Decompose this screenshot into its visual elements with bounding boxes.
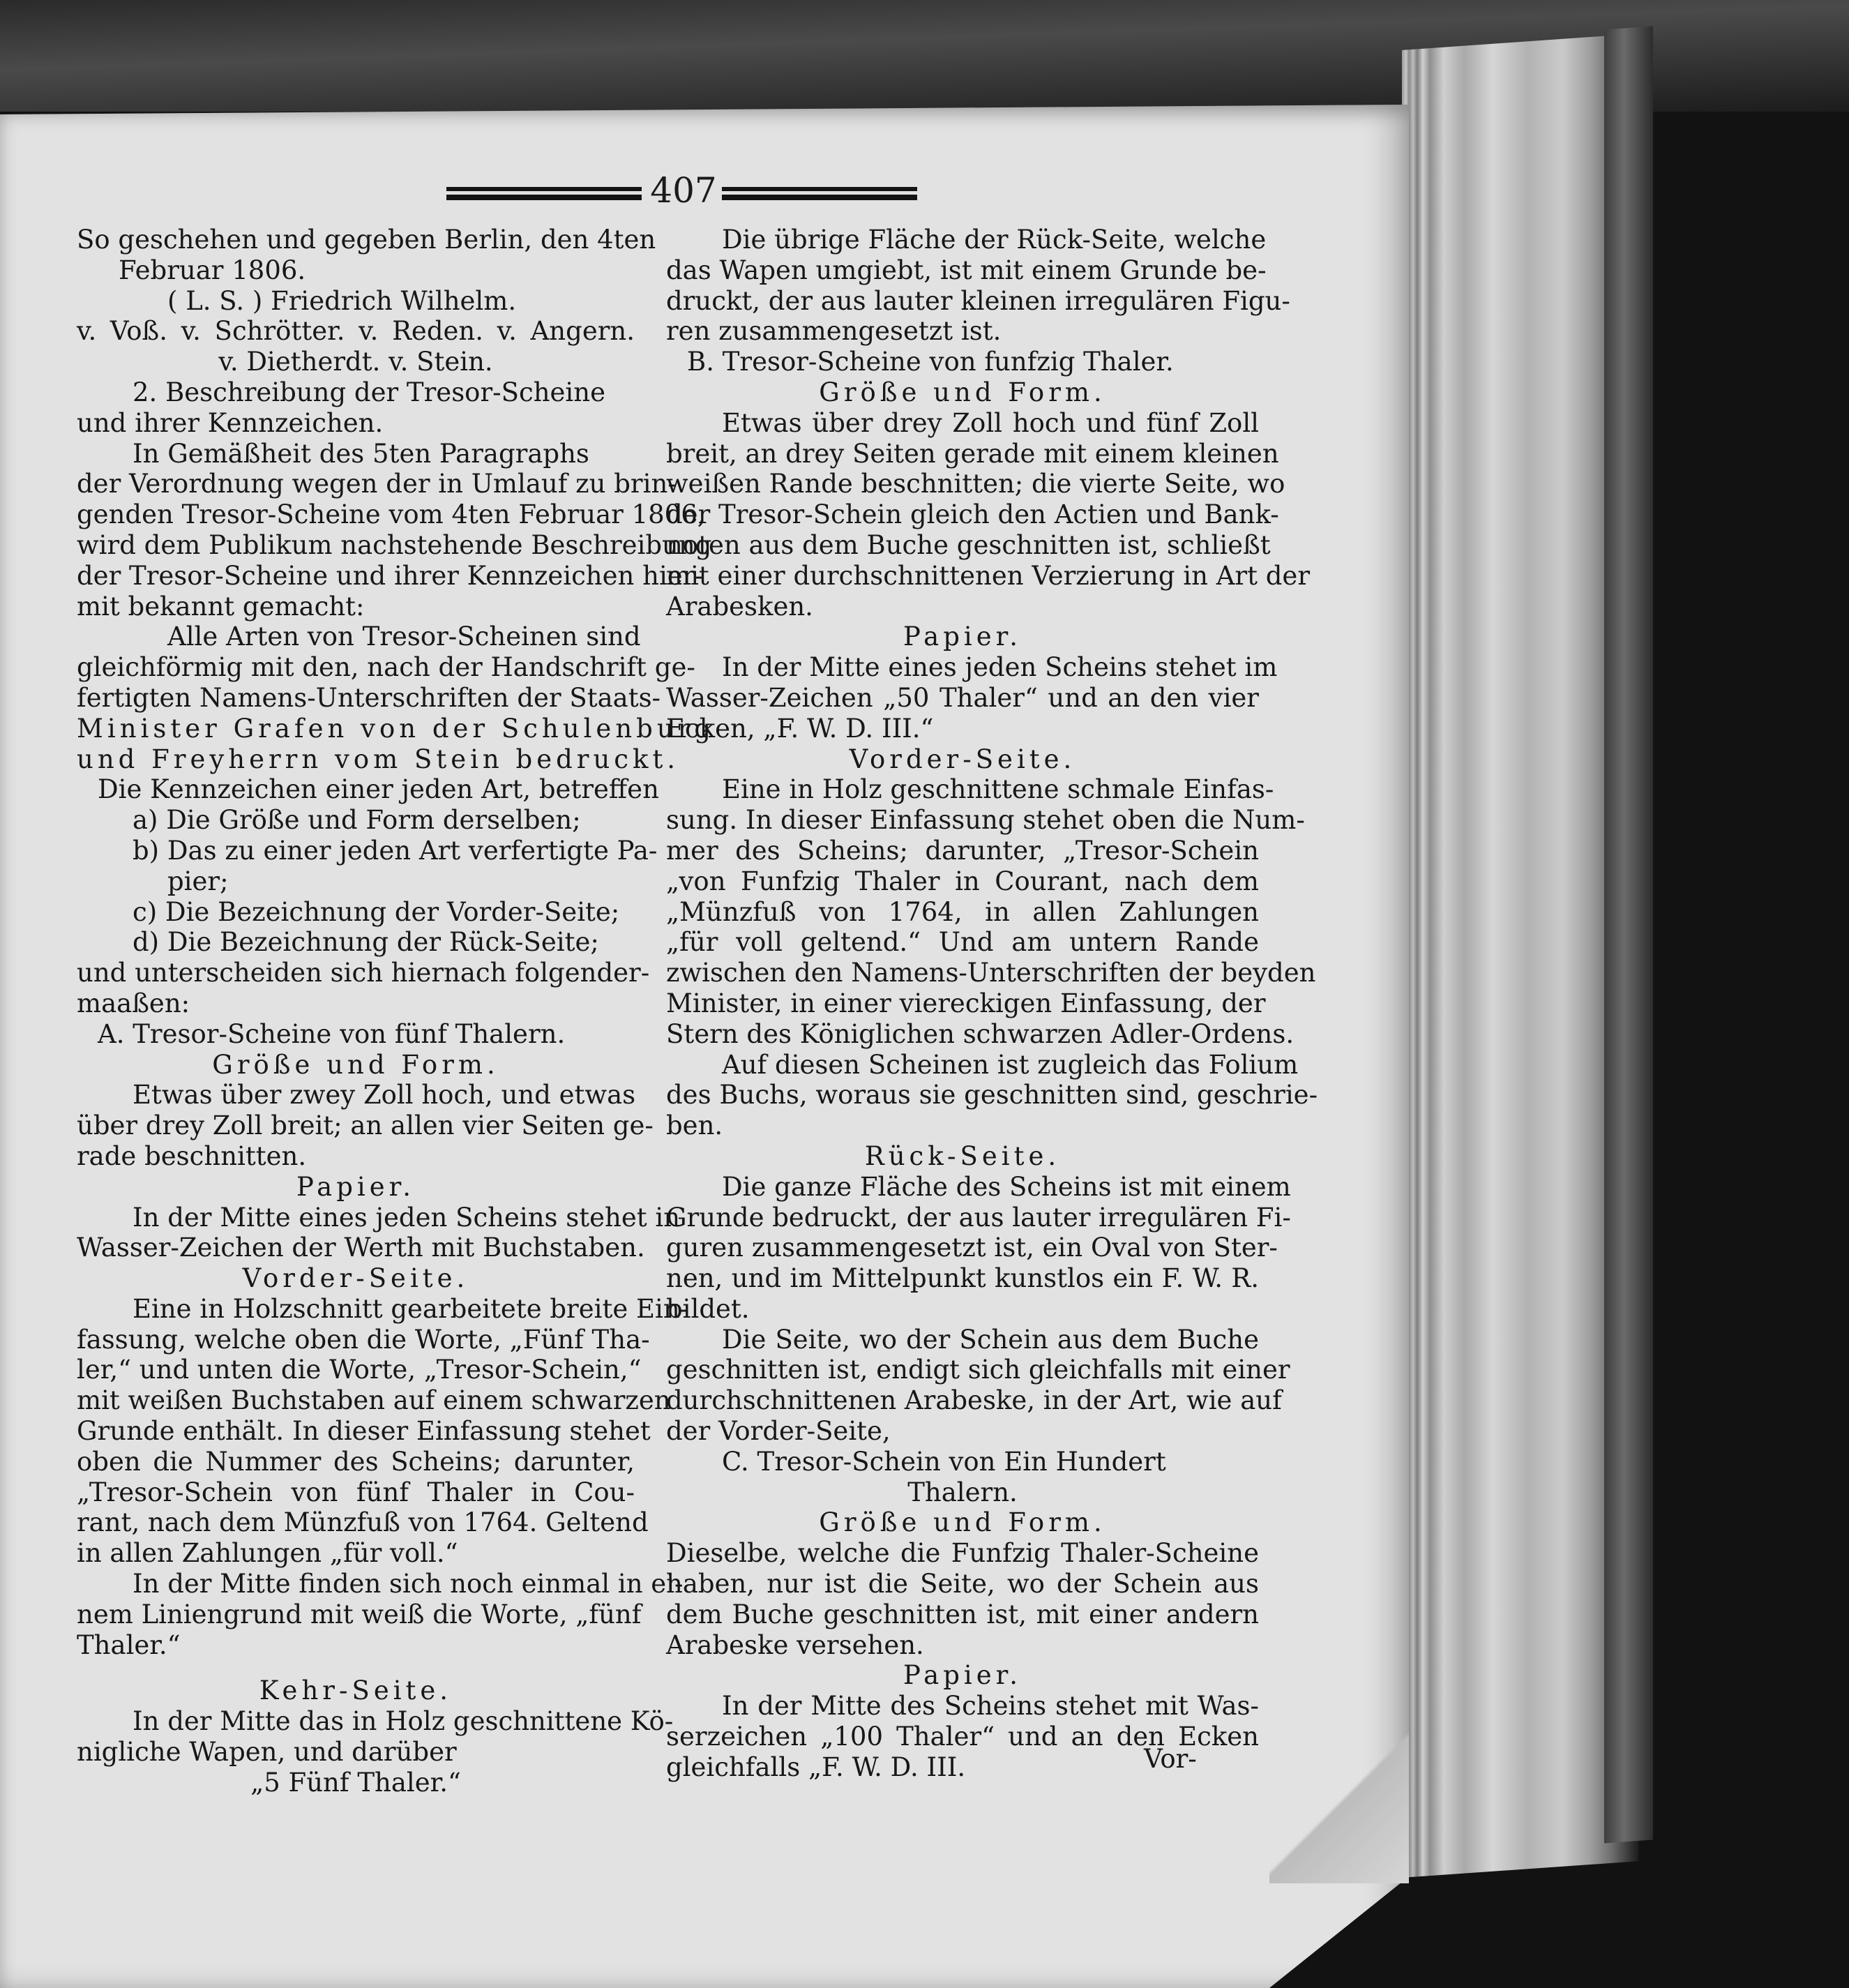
text-line: Grunde bedruckt, der aus lauter irregulären Fi- <box>666 1202 1291 1233</box>
text-line: rant, nach dem Münzfuß von 1764. Geltend <box>77 1507 649 1538</box>
text-line: nem Liniengrund mit weiß die Worte, „fünf <box>77 1599 642 1629</box>
text-line: Thaler.“ <box>77 1629 181 1660</box>
text-line: In der Mitte eines jeden Scheins stehet im <box>722 652 1278 683</box>
page-number: 407 <box>650 170 717 211</box>
text-line: Größe und Form. <box>212 1049 499 1080</box>
text-line: Ecken, „F. W. D. III.“ <box>666 713 934 744</box>
text-line: und unterscheiden sich hiernach folgender- <box>77 958 650 988</box>
text-line: Minister, in einer viereckigen Einfassung, der <box>666 988 1266 1018</box>
text-line: Eine in Holz geschnittene schmale Einfas- <box>722 774 1274 805</box>
text-line: Arabeske versehen. <box>666 1629 924 1660</box>
text-line: Etwas über zwey Zoll hoch, und etwas <box>133 1080 636 1110</box>
text-line: Papier. <box>903 1660 1022 1691</box>
book-cover-edge <box>1604 27 1653 1844</box>
text-line: Auf diesen Scheinen ist zugleich das Folium <box>722 1049 1299 1080</box>
text-line: fassung, welche oben die Worte, „Fünf Tha- <box>77 1324 650 1355</box>
text-line: Kehr-Seite. <box>259 1676 453 1706</box>
text-line: guren zusammengesetzt ist, ein Oval von Ster- <box>666 1233 1278 1263</box>
text-line: Papier. <box>903 622 1022 652</box>
text-line: A. Tresor-Scheine von fünf Thalern. <box>98 1018 566 1049</box>
text-line: In der Mitte das in Holz geschnittene Kö- <box>133 1706 674 1737</box>
text-line: der Tresor-Schein gleich den Actien und Bank- <box>666 499 1279 530</box>
text-line: und Freyherrn vom Stein bedruckt. <box>77 744 680 774</box>
text-line: Wasser-Zeichen „50 Thaler“ und an den vier <box>666 682 1259 713</box>
right-text-column <box>666 225 1318 1783</box>
text-line: Stern des Königlichen schwarzen Adler-Ordens. <box>666 1018 1295 1049</box>
text-line: oben die Nummer des Scheins; darunter, <box>77 1446 635 1477</box>
text-line: Größe und Form. <box>819 377 1106 407</box>
text-line: „5 Fünf Thaler.“ <box>250 1767 461 1798</box>
text-line: „von Funfzig Thaler in Courant, nach dem <box>666 866 1259 896</box>
text-line: „Tresor-Schein von fünf Thaler in Cou- <box>77 1477 635 1507</box>
text-line: rade beschnitten. <box>77 1140 307 1171</box>
text-line: zwischen den Namens-Unterschriften der beyden <box>666 958 1316 988</box>
text-line: Die Seite, wo der Schein aus dem Buche <box>722 1324 1259 1355</box>
text-line: In Gemäßheit des 5ten Paragraphs <box>133 438 589 469</box>
text-line: ben. <box>666 1110 723 1141</box>
text-line <box>77 1660 635 1676</box>
page-header <box>446 170 893 218</box>
text-line: Grunde enthält. In dieser Einfassung stehet <box>77 1416 651 1447</box>
text-line: d) Die Bezeichnung der Rück-Seite; <box>133 927 599 958</box>
text-line: pier; <box>167 866 229 896</box>
header-rule-right <box>722 187 917 201</box>
text-line: und ihrer Kennzeichen. <box>77 407 384 438</box>
catchword: Vor- <box>1144 1744 1197 1774</box>
text-line: c) Die Bezeichnung der Vorder-Seite; <box>133 896 620 927</box>
text-line: noten aus dem Buche geschnitten ist, schließt <box>666 529 1271 560</box>
text-line: Vorder-Seite. <box>849 744 1076 774</box>
text-line: fertigten Namens-Unterschriften der Staats- <box>77 682 661 713</box>
text-line: In der Mitte finden sich noch einmal in ei- <box>133 1569 684 1599</box>
text-line: C. Tresor-Schein von Ein Hundert <box>722 1446 1166 1477</box>
text-line: genden Tresor-Scheine vom 4ten Februar 1806, <box>77 499 706 530</box>
text-line: ( L. S. ) Friedrich Wilhelm. <box>167 285 517 316</box>
text-line: nigliche Wapen, und darüber <box>77 1737 457 1768</box>
text-line: der Verordnung wegen der in Umlauf zu brin- <box>77 469 677 499</box>
text-line: Größe und Form. <box>819 1507 1106 1538</box>
text-line: So geschehen und gegeben Berlin, den 4ten <box>77 225 656 255</box>
text-line: dem Buche geschnitten ist, mit einer andern <box>666 1599 1259 1629</box>
text-line: v. Voß. v. Schrötter. v. Reden. v. Angern. <box>77 316 635 347</box>
text-line: über drey Zoll breit; an allen vier Seiten ge- <box>77 1110 654 1141</box>
text-line: a) Die Größe und Form derselben; <box>133 805 581 836</box>
text-line: maaßen: <box>77 988 190 1018</box>
text-line: 2. Beschreibung der Tresor-Scheine <box>133 377 605 407</box>
text-line: mer des Scheins; darunter, „Tresor-Schein <box>666 835 1259 866</box>
text-line: nen, und im Mittelpunkt kunstlos ein F. W. R. <box>666 1263 1259 1294</box>
text-line: sung. In dieser Einfassung stehet oben die Num- <box>666 805 1305 836</box>
text-line: ren zusammengesetzt ist. <box>666 316 1002 347</box>
text-line: Papier. <box>296 1171 416 1202</box>
text-line: weißen Rande beschnitten; die vierte Seite, wo <box>666 469 1285 499</box>
text-line: b) Das zu einer jeden Art verfertigte Pa- <box>133 835 658 866</box>
text-line: Etwas über drey Zoll hoch und fünf Zoll <box>722 407 1259 438</box>
text-line: v. Dietherdt. v. Stein. <box>218 347 493 377</box>
text-line: Die ganze Fläche des Scheins ist mit einem <box>722 1171 1291 1202</box>
text-line: der Tresor-Scheine und ihrer Kennzeichen hier- <box>77 560 704 591</box>
text-line: In der Mitte des Scheins stehet mit Was- <box>722 1691 1259 1722</box>
header-rule-left <box>446 187 642 201</box>
text-line: „für voll geltend.“ Und am untern Rande <box>666 927 1259 958</box>
text-line: mit weißen Buchstaben auf einem schwarzen <box>77 1385 671 1416</box>
text-line: Vorder-Seite. <box>242 1263 469 1294</box>
text-line: B. Tresor-Scheine von funfzig Thaler. <box>687 347 1174 377</box>
text-line: gleichfalls „F. W. D. III. <box>666 1752 966 1782</box>
text-line: Dieselbe, welche die Funfzig Thaler-Scheine <box>666 1538 1259 1569</box>
text-line: gleichförmig mit den, nach der Handschrift ge- <box>77 652 695 683</box>
page-block-edge <box>1402 33 1639 1878</box>
text-line: mit bekannt gemacht: <box>77 591 365 622</box>
text-line: serzeichen „100 Thaler“ und an den Ecken <box>666 1722 1259 1752</box>
text-line: haben, nur ist die Seite, wo der Schein aus <box>666 1569 1259 1599</box>
text-line: wird dem Publikum nachstehende Beschreibung <box>77 529 712 560</box>
text-line: breit, an drey Seiten gerade mit einem kleinen <box>666 438 1279 469</box>
text-line: Thalern. <box>907 1477 1018 1507</box>
text-line: Eine in Holzschnitt gearbeitete breite Ein- <box>133 1293 689 1324</box>
text-line: Alle Arten von Tresor-Scheinen sind <box>167 622 641 652</box>
text-line: das Wapen umgiebt, ist mit einem Grunde be- <box>666 255 1267 285</box>
text-line: in allen Zahlungen „für voll.“ <box>77 1538 458 1569</box>
text-line: Rück-Seite. <box>864 1140 1061 1171</box>
text-line: Die Kennzeichen einer jeden Art, betreffen <box>98 774 659 805</box>
text-line: druckt, der aus lauter kleinen irregulären Figu- <box>666 285 1290 316</box>
page-corner-fold <box>1269 1730 1409 1883</box>
text-line: mit einer durchschnittenen Verzierung in Art der <box>666 560 1311 591</box>
text-line: des Buchs, woraus sie geschnitten sind, geschrie- <box>666 1080 1318 1110</box>
text-line: der Vorder-Seite, <box>666 1416 891 1447</box>
text-line: Februar 1806. <box>119 255 306 285</box>
text-line: bildet. <box>666 1293 750 1324</box>
text-line: ler,“ und unten die Worte, „Tresor-Schein,“ <box>77 1355 642 1385</box>
text-line: In der Mitte eines jeden Scheins stehet in <box>133 1202 681 1233</box>
text-line: Arabesken. <box>666 591 813 622</box>
text-line: durchschnittenen Arabeske, in der Art, wie auf <box>666 1385 1282 1416</box>
text-line: Wasser-Zeichen der Werth mit Buchstaben. <box>77 1233 645 1263</box>
text-line: geschnitten ist, endigt sich gleichfalls mit einer <box>666 1355 1290 1385</box>
text-line: Minister Grafen von der Schulenburg <box>77 713 716 744</box>
text-line: Die übrige Fläche der Rück-Seite, welche <box>722 225 1267 255</box>
text-line: „Münzfuß von 1764, in allen Zahlungen <box>666 896 1259 927</box>
